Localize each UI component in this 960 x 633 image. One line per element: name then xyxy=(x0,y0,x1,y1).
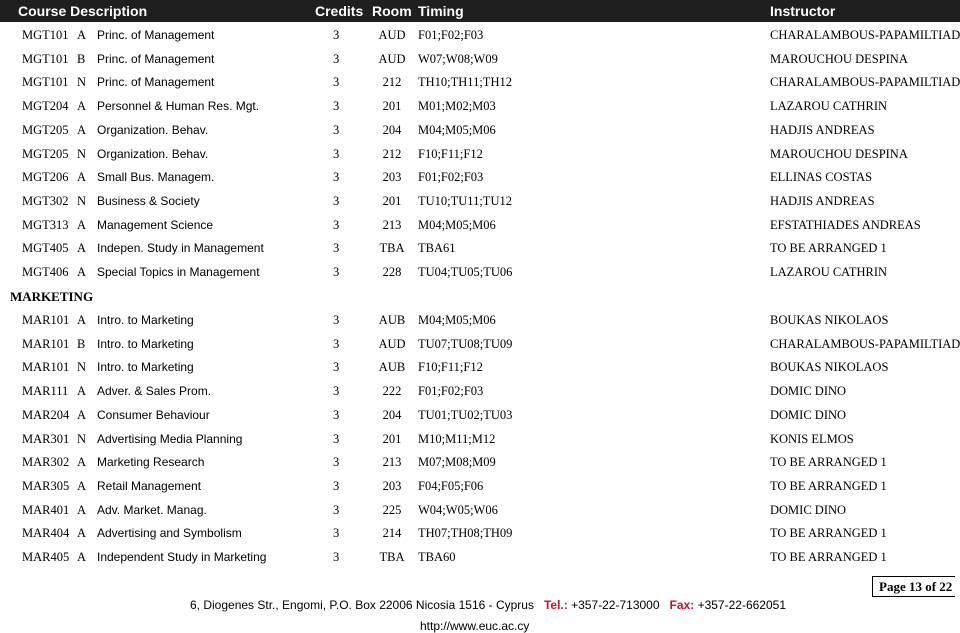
course-title: Intro. to Marketing xyxy=(97,360,194,375)
header-credits: Credits xyxy=(315,3,364,19)
course-section: A xyxy=(77,550,87,564)
course-title: Intro. to Marketing xyxy=(97,336,194,351)
course-timing: W07;W08;W09 xyxy=(418,51,498,66)
table-row xyxy=(0,452,960,472)
course-code: MGT302 xyxy=(22,193,69,208)
course-instructor: EFSTATHIADES ANDREAS xyxy=(770,217,921,232)
course-instructor: DOMIC DINO xyxy=(770,407,847,422)
table-row xyxy=(0,500,960,520)
course-code: MAR101 xyxy=(22,336,70,351)
course-section: N xyxy=(77,146,87,161)
course-code: MGT101 xyxy=(22,75,69,90)
course-timing: F01;F02;F03 xyxy=(418,28,484,42)
course-credits: 3 xyxy=(333,28,340,42)
course-credits: 3 xyxy=(333,336,340,351)
course-room: 222 xyxy=(382,384,402,399)
footer-fax-label: Fax: xyxy=(669,598,695,612)
course-timing: F10;F11;F12 xyxy=(418,360,483,375)
course-timing: TH10;TH11;TH12 xyxy=(418,75,512,90)
course-timing: M01;M02;M03 xyxy=(418,99,496,114)
course-room: 203 xyxy=(382,170,402,185)
table-row xyxy=(0,120,960,140)
course-code: MGT204 xyxy=(22,99,69,114)
course-credits: 3 xyxy=(333,478,340,493)
header-course-description: Course Description xyxy=(18,3,148,19)
course-section: A xyxy=(77,99,87,114)
course-code: MAR302 xyxy=(22,455,70,470)
course-instructor: MAROUCHOU DESPINA xyxy=(770,146,908,161)
course-credits: 3 xyxy=(333,170,340,185)
course-timing: M04;M05;M06 xyxy=(418,217,496,232)
course-room: 213 xyxy=(382,217,402,232)
course-title: Advertising Media Planning xyxy=(97,431,243,446)
course-timing: TU10;TU11;TU12 xyxy=(418,193,512,208)
course-section: N xyxy=(77,360,87,375)
course-credits: 3 xyxy=(333,407,340,422)
course-instructor: HADJIS ANDREAS xyxy=(770,122,875,137)
course-instructor: TO BE ARRANGED 1 xyxy=(770,550,887,564)
course-code: MGT101 xyxy=(22,51,69,66)
course-credits: 3 xyxy=(333,502,340,517)
footer-contact xyxy=(190,598,786,612)
course-timing: F01;F02;F03 xyxy=(418,170,484,185)
course-section: A xyxy=(77,478,87,493)
course-section: A xyxy=(77,407,87,422)
course-title: Intro. to Marketing xyxy=(97,313,194,327)
course-room: 203 xyxy=(382,478,402,493)
course-instructor: BOUKAS NIKOLAOS xyxy=(770,360,889,375)
table-row xyxy=(0,238,960,258)
course-instructor: DOMIC DINO xyxy=(770,384,847,399)
course-instructor: TO BE ARRANGED 1 xyxy=(770,241,887,256)
course-credits: 3 xyxy=(333,99,340,114)
course-credits: 3 xyxy=(333,217,340,232)
course-title: Organization. Behav. xyxy=(97,146,209,161)
course-room: 201 xyxy=(382,431,402,446)
course-instructor: ELLINAS COSTAS xyxy=(770,170,873,185)
table-row xyxy=(0,144,960,164)
course-instructor: LAZAROU CATHRIN xyxy=(770,265,888,279)
course-room: AUD xyxy=(378,336,406,351)
course-room: 228 xyxy=(382,265,402,279)
course-timing: W04;W05;W06 xyxy=(418,502,498,517)
course-room: AUD xyxy=(378,28,406,42)
course-instructor: KONIS ELMOS xyxy=(770,431,854,446)
table-row xyxy=(0,72,960,92)
course-code: MAR401 xyxy=(22,502,70,517)
course-instructor: LAZAROU CATHRIN xyxy=(770,99,888,114)
course-code: MGT405 xyxy=(22,241,69,256)
course-section: A xyxy=(77,384,87,399)
course-title: Princ. of Management xyxy=(97,75,215,90)
course-code: MAR305 xyxy=(22,478,70,493)
course-code: MAR404 xyxy=(22,526,70,541)
course-code: MGT313 xyxy=(22,217,69,232)
course-section: A xyxy=(77,265,87,279)
course-code: MAR111 xyxy=(22,384,69,399)
course-credits: 3 xyxy=(333,384,340,399)
course-room: AUD xyxy=(378,51,406,66)
course-code: MAR101 xyxy=(22,313,70,327)
course-credits: 3 xyxy=(333,431,340,446)
course-timing: TH07;TH08;TH09 xyxy=(418,526,513,541)
course-credits: 3 xyxy=(333,313,340,327)
course-timing: M10;M11;M12 xyxy=(418,431,496,446)
course-credits: 3 xyxy=(333,193,340,208)
course-code: MAR204 xyxy=(22,407,70,422)
course-title: Retail Management xyxy=(97,478,202,493)
course-room: TBA xyxy=(379,550,405,564)
course-section: A xyxy=(77,313,87,327)
table-row xyxy=(0,96,960,116)
course-title: Organization. Behav. xyxy=(97,122,209,137)
course-section: N xyxy=(77,193,87,208)
course-instructor: BOUKAS NIKOLAOS xyxy=(770,313,889,327)
course-credits: 3 xyxy=(333,122,340,137)
table-row xyxy=(0,49,960,69)
course-code: MGT205 xyxy=(22,146,69,161)
course-title: Management Science xyxy=(97,217,214,232)
course-timing: M07;M08;M09 xyxy=(418,455,496,470)
table-row xyxy=(0,167,960,187)
course-code: MGT206 xyxy=(22,170,69,185)
course-instructor: CHARALAMBOUS-PAPAMILTIAD xyxy=(770,28,960,42)
course-room: 201 xyxy=(382,193,402,208)
table-row xyxy=(0,215,960,235)
course-title: Indepen. Study in Management xyxy=(97,241,264,256)
course-room: AUB xyxy=(378,360,406,375)
course-section: A xyxy=(77,170,87,185)
course-section: A xyxy=(77,28,87,42)
course-section: A xyxy=(77,455,87,470)
table-row xyxy=(0,357,960,377)
course-credits: 3 xyxy=(333,265,340,279)
course-title: Business & Society xyxy=(97,193,200,208)
course-section: A xyxy=(77,526,87,541)
course-room: TBA xyxy=(379,241,405,256)
course-credits: 3 xyxy=(333,75,340,90)
course-title: Princ. of Management xyxy=(97,51,215,66)
course-title: Advertising and Symbolism xyxy=(97,526,242,541)
course-instructor: CHARALAMBOUS-PAPAMILTIAD xyxy=(770,336,960,351)
footer-url[interactable]: http://www.euc.ac.cy xyxy=(420,619,530,633)
course-instructor: TO BE ARRANGED 1 xyxy=(770,526,887,541)
course-room: 201 xyxy=(382,99,402,114)
footer-tel: +357-22-713000 xyxy=(571,598,660,612)
footer-tel-label: Tel.: xyxy=(543,598,568,612)
course-timing: TBA61 xyxy=(418,241,456,256)
course-timing: F01;F02;F03 xyxy=(418,384,484,399)
course-code: MGT406 xyxy=(22,265,69,279)
course-title: Adver. & Sales Prom. xyxy=(97,384,212,399)
page-number: Page 13 of 22 xyxy=(879,579,953,594)
table-row xyxy=(0,262,960,282)
course-section: N xyxy=(77,75,87,90)
course-section: A xyxy=(77,217,87,232)
course-title: Independent Study in Marketing xyxy=(97,550,267,564)
course-room: 213 xyxy=(382,455,402,470)
course-section: A xyxy=(77,502,87,517)
course-timing: TBA60 xyxy=(418,550,456,564)
course-section: A xyxy=(77,241,87,256)
course-timing: F10;F11;F12 xyxy=(418,146,483,161)
table-header xyxy=(0,0,960,22)
table-row xyxy=(0,25,960,45)
table-row xyxy=(0,429,960,449)
table-row xyxy=(0,310,960,330)
course-room: 212 xyxy=(382,75,402,90)
course-instructor: CHARALAMBOUS-PAPAMILTIAD xyxy=(770,75,960,90)
course-credits: 3 xyxy=(333,51,340,66)
course-timing: TU01;TU02;TU03 xyxy=(418,407,513,422)
course-timing: F04;F05;F06 xyxy=(418,478,484,493)
course-instructor: TO BE ARRANGED 1 xyxy=(770,455,887,470)
course-timing: M04;M05;M06 xyxy=(418,313,496,327)
course-title: Consumer Behaviour xyxy=(97,407,210,422)
course-room: 214 xyxy=(382,526,402,541)
course-room: AUB xyxy=(378,313,406,327)
course-section: B xyxy=(77,336,86,351)
course-credits: 3 xyxy=(333,526,340,541)
course-section: B xyxy=(77,51,86,66)
section-heading-marketing: MARKETING xyxy=(10,289,94,304)
course-code: MGT205 xyxy=(22,122,69,137)
course-room: 204 xyxy=(382,122,402,137)
course-code: MAR405 xyxy=(22,550,70,564)
footer-fax: +357-22-662051 xyxy=(697,598,786,612)
course-title: Small Bus. Managem. xyxy=(97,170,215,185)
course-title: Adv. Market. Manag. xyxy=(97,502,207,517)
course-timing: TU04;TU05;TU06 xyxy=(418,265,513,279)
course-instructor: TO BE ARRANGED 1 xyxy=(770,478,887,493)
course-timing: TU07;TU08;TU09 xyxy=(418,336,513,351)
course-credits: 3 xyxy=(333,146,340,161)
course-title: Special Topics in Management xyxy=(97,265,260,279)
header-instructor: Instructor xyxy=(770,3,836,19)
course-timing: M04;M05;M06 xyxy=(418,122,496,137)
course-code: MAR301 xyxy=(22,431,70,446)
table-row xyxy=(0,523,960,543)
table-row xyxy=(0,381,960,401)
course-credits: 3 xyxy=(333,455,340,470)
course-instructor: HADJIS ANDREAS xyxy=(770,193,875,208)
page-number-box xyxy=(872,576,955,597)
course-room: 204 xyxy=(382,407,402,422)
table-row xyxy=(0,334,960,354)
course-title: Personnel & Human Res. Mgt. xyxy=(97,99,260,114)
course-title: Princ. of Management xyxy=(97,28,215,42)
course-instructor: DOMIC DINO xyxy=(770,502,847,517)
course-code: MGT101 xyxy=(22,28,69,42)
table-row xyxy=(0,405,960,425)
course-title: Marketing Research xyxy=(97,455,205,470)
course-room: 225 xyxy=(382,502,402,517)
header-timing: Timing xyxy=(418,3,464,19)
course-credits: 3 xyxy=(333,360,340,375)
course-credits: 3 xyxy=(333,241,340,256)
header-room: Room xyxy=(372,3,412,19)
course-credits: 3 xyxy=(333,550,340,564)
table-row xyxy=(0,547,960,567)
table-row xyxy=(0,476,960,496)
course-instructor: MAROUCHOU DESPINA xyxy=(770,51,908,66)
course-section: N xyxy=(77,431,87,446)
footer-address: 6, Diogenes Str., Engomi, P.O. Box 22006 Nicosia 1516 - Cyprus xyxy=(190,598,534,612)
course-code: MAR101 xyxy=(22,360,70,375)
table-row xyxy=(0,191,960,211)
course-room: 212 xyxy=(382,146,402,161)
course-section: A xyxy=(77,122,87,137)
